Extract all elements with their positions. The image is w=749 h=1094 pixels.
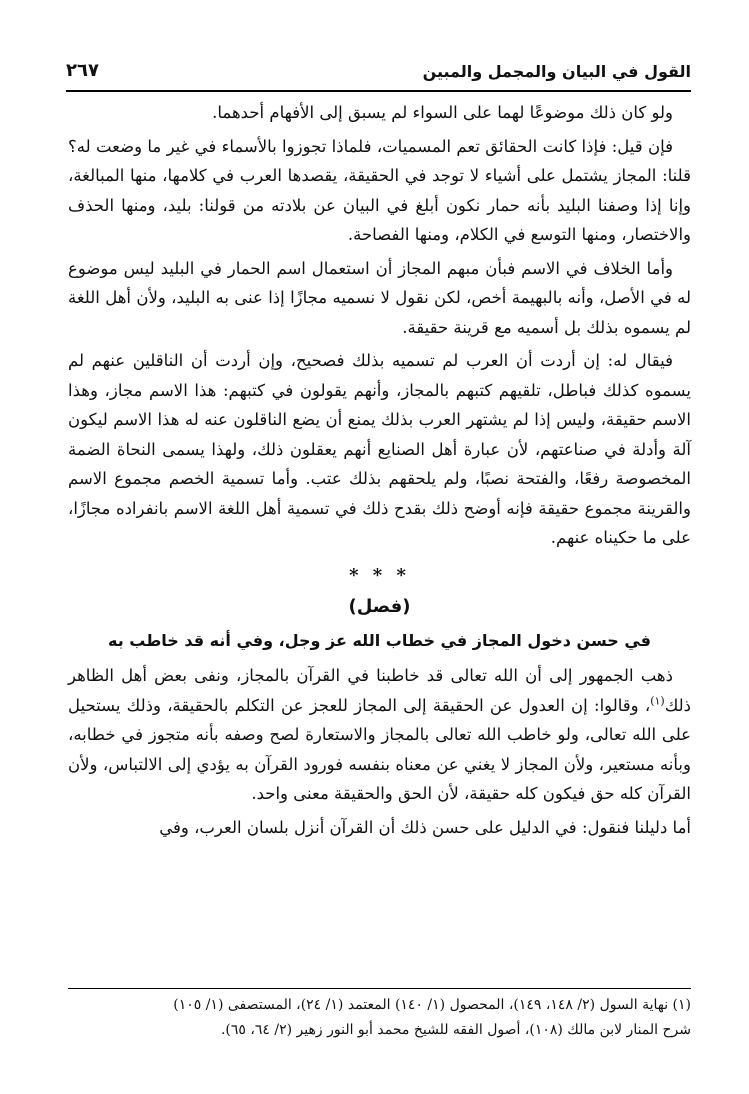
footnote-reference[interactable]: (١) <box>650 694 665 707</box>
section-separator: * * * <box>349 564 410 586</box>
section-subtitle: في حسن دخول المجاز في خطاب الله عز وجل، وفي أنه قد خاطب به <box>107 630 651 650</box>
paragraph <box>68 661 691 809</box>
page-number: ٢٦٧ <box>66 60 99 81</box>
running-title: القول في البيان والمجمل والمبين <box>422 62 691 81</box>
paragraph: أما دليلنا فنقول: في الدليل على حسن ذلك أن القرآن أنزل بلسان العرب، وفي <box>159 817 691 837</box>
paragraph: وأما الخلاف في الاسم فبأن مبهم المجاز أن استعمال اسم الحمار في البليد ليس موضوع له في الأصل، وأنه بالبهيمة أخص، لكن نقول لا نسميه مجازًا إذا عنى به البليد، ولأن أهل اللغة لم يسموه بذلك بل أسميه مع قرينة حقيقة. <box>68 258 691 337</box>
main-text <box>68 98 691 846</box>
section-title: (فصل) <box>348 596 411 617</box>
footnotes <box>68 988 691 1043</box>
footnote-line: شرح المنار لابن مالك (١٠٨)، أصول الفقه للشيخ محمد أبو النور زهير (٢/ ٦٤، ٦٥). <box>220 1022 691 1038</box>
page-header <box>66 62 691 92</box>
paragraph: فإن قيل: فإذا كانت الحقائق تعم المسميات، فلماذا تجوزوا بالأسماء في غير ما وضعت له؟ قلنا: المجاز يشتمل على أشياء لا توجد في الحقيقة، يقصدها العرب في كلامها، منها المبالغة، وإنا إذا وصفنا البليد بأنه حمار نكون أبلغ في البيان عن بلادته من قولنا: بليد، ومنها الحذف والاختصار، ومنها التوسع في الكلام، ومنها الفصاحة. <box>68 136 691 244</box>
paragraph: ولو كان ذلك موضوعًا لهما على السواء لم يسبق إلى الأفهام أحدهما. <box>212 103 673 122</box>
paragraph-text: ، وقالوا: إن العدول عن الحقيقة إلى المجاز للعجز عن التكلم بالحقيقة، وذلك يستحيل على الله تعالى، ولو خاطب الله تعالى بالمجاز والاستعارة لصح وصفه بأنه متجوز في خطابه، وبأنه مستعير، ولأن المجاز لا يغني عن معناه بنفسه فورود القرآن به يؤدي إلى الالتباس، ولأن القرآن كله حق فيكون كله حقيقة، لأن الحق والحقيقة معنى واحد. <box>68 695 691 803</box>
paragraph: فيقال له: إن أردت أن العرب لم تسميه بذلك فصحيح، وإن أردت أن الناقلين عنهم لم يسموه كذلك فباطل، تلقيهم كتبهم بالمجاز، وأنهم يقولون في كتبهم: هذا الاسم مجاز، وهذا الاسم حقيقة، وليس إذا لم يشتهر العرب بذلك يمنع أن يضع الناقلون عنه له هذا الاسم ليكون آلة وأدلة في صناعتهم، لأن عبارة أهل الصنايع أنهم يعقلون ذلك، ولهذا يسمى النحاة الضمة المخصوصة رفعًا، والفتحة نصبًا، ولم يلحقهم بذلك عتب. وأما تسمية الخصم مجموع الاسم والقرينة مجموع حقيقة فإنه أوضح ذلك بقدح ذلك في تسمية أهل اللغة الاسم بانفراده مجازًا، على ما حكيناه عنهم. <box>68 351 691 547</box>
paragraph-text: ذهب الجمهور إلى أن الله تعالى قد خاطبنا في القرآن بالمجاز، ونفى بعض أهل الظاهر ذلك <box>68 666 691 715</box>
footnote-line: (١) نهاية السول (٢/ ١٤٨، ١٤٩)، المحصول (١/ ١٤٠) المعتمد (١/ ٢٤)، المستصفى (١/ ١٠٥) <box>173 997 691 1013</box>
